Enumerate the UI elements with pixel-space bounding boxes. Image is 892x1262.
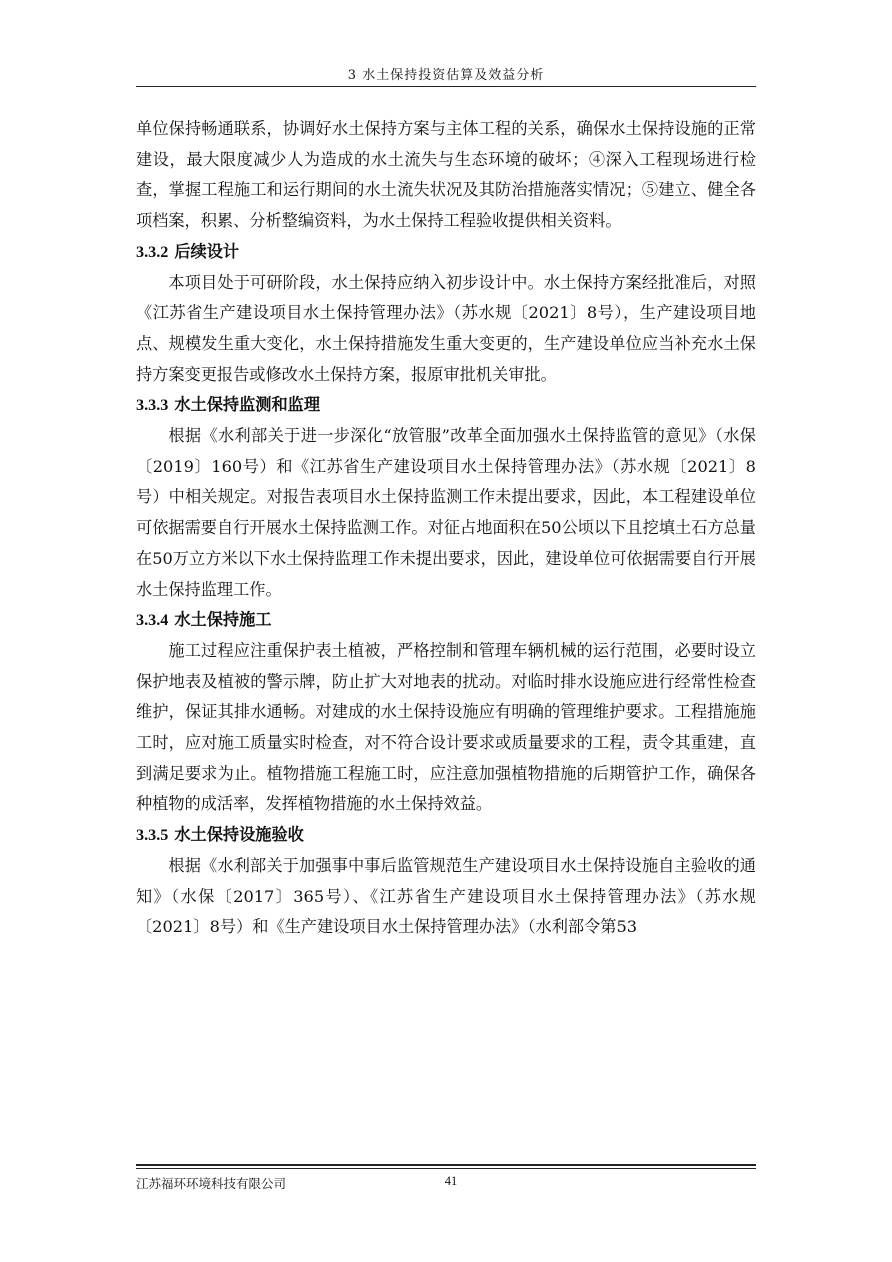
section-paragraph: 本项目处于可研阶段，水土保持应纳入初步设计中。水土保持方案经批准后，对照《江苏省生产建设项目水土保持管理办法》（苏水规〔2021〕8号），生产建设项目地点、规模发生重大变化，水土保持措施发生重大变更的，生产建设单位应当补充水土保持方案变更报告或修改水土保持方案，报原审批机关审批。 [136,272,756,384]
section-heading [136,820,756,851]
section-title: 后续设计 [174,241,240,261]
section-heading [136,605,756,636]
section-number: 3.3.3 [136,396,169,415]
page-number: 41 [444,1174,458,1188]
section-title: 水土保持监测和监理 [174,395,321,415]
section-number: 3.3.2 [136,242,169,261]
header-title: 3 水土保持投资估算及效益分析 [347,68,545,83]
section-heading [136,390,756,421]
section-title: 水土保持施工 [174,610,272,630]
section-paragraph: 根据《水利部关于加强事中事后监管规范生产建设项目水土保持设施自主验收的通知》（水保〔2017〕365号）、《江苏省生产建设项目水土保持管理办法》（苏水规〔2021〕8号）和《生产建设项目水土保持管理办法》（水利部令第53 [136,855,756,937]
document-body [136,114,756,943]
intro-paragraph: 单位保持畅通联系，协调好水土保持方案与主体工程的关系，确保水土保持设施的正常建设，最大限度减少人为造成的水土流失与生态环境的破坏；④深入工程现场进行检查，掌握工程施工和运行期间的水土流失状况及其防治措施落实情况；⑤建立、健全各项档案，积累、分析整编资料，为水土保持工程验收提供相关资料。 [136,119,756,231]
footer-company: 江苏福环环境科技有限公司 [136,1176,287,1191]
section-3-3-5 [136,820,756,943]
section-3-3-2 [136,237,756,391]
section-title: 水土保持设施验收 [174,825,304,845]
section-paragraph: 根据《水利部关于进一步深化“放管服”改革全面加强水土保持监管的意见》（水保〔2019〕160号）和《江苏省生产建设项目水土保持管理办法》（苏水规〔2021〕8号）中相关规定。对报告表项目水土保持监测工作未提出要求，因此，本工程建设单位可依据需要自行开展水土保持监测工作。对征占地面积在50公顷以下且挖填土石方总量在50万立方米以下水土保持监理工作未提出要求，因此，建设单位可依据需要自行开展水土保持监理工作。 [136,426,756,599]
section-number: 3.3.4 [136,611,169,630]
section-number: 3.3.5 [136,826,169,845]
section-paragraph: 施工过程应注重保护表土植被，严格控制和管理车辆机械的运行范围，必要时设立保护地表及植被的警示牌，防止扩大对地表的扰动。对临时排水设施应进行经常性检查维护，保证其排水通畅。对建成的水土保持设施应有明确的管理维护要求。工程措施施工时，应对施工质量实时检查，对不符合设计要求或质量要求的工程，责令其重建，直到满足要求为止。植物措施工程施工时，应注意加强植物措施的后期管护工作，确保各种植物的成活率，发挥植物措施的水土保持效益。 [136,640,756,814]
section-heading [136,237,756,268]
section-3-3-3 [136,390,756,605]
page-footer [136,1164,756,1196]
page-header [136,58,756,87]
section-3-3-4 [136,605,756,820]
